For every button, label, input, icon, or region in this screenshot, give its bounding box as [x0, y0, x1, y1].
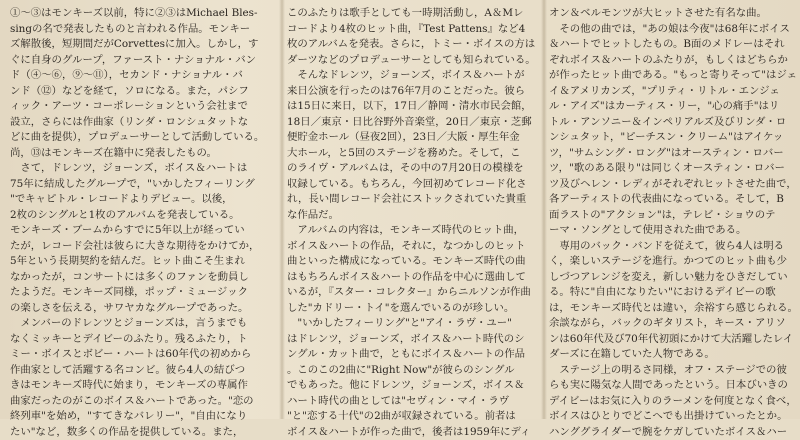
text-line: "いかしたフィーリング"と"アイ・ラヴ・ユー" [287, 316, 535, 332]
text-line: ツ，"サムシング・ロング"はオースティン・ロバー [549, 146, 794, 162]
text-line: コードより4枚のヒット曲，『Test Pattens』など4 [287, 22, 535, 38]
text-line: 曲といった構成になっている。モンキーズ時代の曲 [287, 254, 535, 270]
text-line: はドレンツ，ジョーンズ，ボイス＆ハート時代のシ [287, 332, 535, 348]
text-line: ツ及びヘレン・レディがそれぞれヒットさせた曲で， [549, 177, 794, 193]
text-line: "でキャピトル・レコードよりデビュー。以後， [10, 192, 272, 208]
text-line: singの名で発表したものと言われる作品。モンキー [10, 22, 272, 38]
text-line: たが，レコード会社は彼らに大きな期待をかけてか， [10, 239, 272, 255]
text-line: モンキーズ・ブームからすでに5年以上が経ってい [10, 223, 272, 239]
text-line: く，楽しいステージを進行。かつてのヒット曲も少 [549, 254, 794, 270]
text-line: さて，ドレンツ，ジョーンズ，ボイス＆ハートは [10, 161, 272, 177]
text-line: ボイス＆ハートが作った曲で，後者は1959年にディ [287, 425, 535, 440]
text-line: 設立，さらには作曲家（リンダ・ロンシュタットな [10, 115, 272, 131]
text-line: アルバムの内容は，モンキーズ時代のヒット曲， [287, 223, 535, 239]
text-line: な作品だ。 [287, 208, 535, 224]
text-line: ①〜③はモンキーズ以前，特に②③はMichael Bles- [10, 6, 272, 22]
text-line: ル・アイズ"はカーティス・リー，"心の痛手"はリ [549, 99, 794, 115]
text-line: ハート時代の曲としては"セヴィン・マイ・ラヴ [287, 394, 535, 410]
text-line: 枚のアルバムを発表。さらに，トミー・ボイスの方は [287, 37, 535, 53]
text-line: 各アーティストの代表曲になっている。そして，B [549, 192, 794, 208]
text-line: 2枚のシングルと1枚のアルバムを発表している。 [10, 208, 272, 224]
text-line: ハンググライダーで腕をケガしていたボイス＆ハー [549, 425, 794, 440]
text-line: イ＆アメリカンズ，"プリティ・リトル・エンジェ [549, 84, 794, 100]
text-line: ボイスはひとりでどこへでも出掛けていったとか。 [549, 409, 794, 425]
text-line: このふたりは歌手としても一時期活動し，A＆Mレ [287, 6, 535, 22]
text-line: はもちろんボイス＆ハートの作品を中心に選曲して [287, 270, 535, 286]
text-column-1 [10, 6, 272, 419]
text-line: の楽しさを伝える，サワヤカなグループであった。 [10, 301, 272, 317]
text-line: デイビーはお気に入りのラーメンを何度となく食べ， [549, 394, 794, 410]
text-line: ＆ハートでヒットしたもの。B面のメドレーはそれ [549, 37, 794, 53]
text-line: 。このこの2曲に"Right Now"が彼らのシングル [287, 363, 535, 379]
text-line: ンド（⑫）などを経て，ソロになる。また，パシフ [10, 84, 272, 100]
text-line: ィック・アーツ・コーポレーションという会社まで [10, 99, 272, 115]
paper-fold [541, 0, 547, 419]
text-line: した"カドリー・トイ"を選んでいるのが珍しい。 [287, 301, 535, 317]
text-line: 終列車"を始め，"すてきなバレリー"，"自由になり [10, 409, 272, 425]
text-line: が作ったヒット曲である。"もっと寄りそって"はジェ [549, 68, 794, 84]
text-line: ド（④〜⑥，⑨〜⑪），セカンド・ナショナル・バ [10, 68, 272, 84]
text-line: ミー・ボイスとボビー・ハートは60年代の初めから [10, 347, 272, 363]
text-line: ズ解散後，短期間だがCorvettesに加入。しかし，す [10, 37, 272, 53]
text-line: らも実に陽気な人間であったという。日本びいきの [549, 378, 794, 394]
text-line: 便貯金ホール（昼夜2回），23日／大阪・厚生年金 [287, 130, 535, 146]
text-line: ぐに自身のグループ，ファースト・ナショナル・バン [10, 53, 272, 69]
text-line: メンバーのドレンツとジョーンズは，言うまでも [10, 316, 272, 332]
text-line: なくミッキーとデイビーのふたり。残るふたり，ト [10, 332, 272, 348]
text-line: ダーツなどのプロデューサーとしても知られている。 [287, 53, 535, 69]
text-line: 面ラストの"アクション"は，テレビ・ショウのテ [549, 208, 794, 224]
text-line: たようだ。モンキーズ同様，ポップ・ミュージック [10, 285, 272, 301]
text-line: ボイス＆ハートの作品，それに，なつかしのヒット [287, 239, 535, 255]
text-line: 尚，⑬はモンキーズ在籍中に発表したもの。 [10, 146, 272, 162]
text-line: オン＆ベルモンツが大ヒットさせた有名な曲。 [549, 6, 794, 22]
text-line: 収録している。もちろん，今回初めてレコード化さ [287, 177, 535, 193]
text-line: は，モンキーズ時代とは違い，余裕すら感じられる。 [549, 301, 794, 317]
text-line: 曲家だったのがこのボイス＆ハートであった。"恋の [10, 394, 272, 410]
text-line: ぞれボイス＆ハートのふたりが，もしくはどちらか [549, 53, 794, 69]
text-line: ングル・カット曲で，ともにボイス＆ハートの作品 [287, 347, 535, 363]
text-line: れ，長い間レコード会社にストックされていた貴重 [287, 192, 535, 208]
text-column-3 [549, 6, 794, 419]
text-line: のライヴ・アルバムは，その中の7月20日の模様を [287, 161, 535, 177]
text-line: 余談ながら，バックのギタリスト，キース・アリソ [549, 316, 794, 332]
text-line: ーマ・ソングとして使用された曲である。 [549, 223, 794, 239]
text-line: "と"恋する十代"の2曲が収録されている。前者は [287, 409, 535, 425]
text-line: なかったが，コンサートには多くのファンを動員し [10, 270, 272, 286]
text-line: ダーズに在籍していた人物である。 [549, 347, 794, 363]
text-line: る。特に"自由になりたい"におけるデイビーの歌 [549, 285, 794, 301]
text-line: ンは60年代及び70年代初頭にかけて大活躍したレイ [549, 332, 794, 348]
text-line: その他の曲では，"あの娘は今夜"は68年にボイス [549, 22, 794, 38]
text-line: きはモンキーズ時代に始まり，モンキーズの専属作 [10, 378, 272, 394]
text-line: トル・アンソニー＆インペリアルズ及びリンダ・ロ [549, 115, 794, 131]
text-line: 来日公演を行ったのは76年7月のことだった。彼ら [287, 84, 535, 100]
text-line: ンシュタット，"ピーチスン・クリーム"はアイケッ [549, 130, 794, 146]
text-line: 75年に結成したグループで，"いかしたフィーリング [10, 177, 272, 193]
text-line: 5年という長期契約を結んだ。ヒット曲こそ生まれ [10, 254, 272, 270]
text-line: でもあった。他にドレンツ，ジョーンズ，ボイス＆ [287, 378, 535, 394]
text-line: しづつアレンジを変え，新しい魅力をひきだしてい [549, 270, 794, 286]
text-line: は15日に来日，以下，17日／静岡・清水市民会館， [287, 99, 535, 115]
paper-fold [279, 0, 285, 419]
text-line: どに曲を提供），プロデューサーとして活動している。 [10, 130, 272, 146]
text-line: 大ホール，と5回のステージを務めた。そして，こ [287, 146, 535, 162]
text-line: 専用のバック・バンドを従えて，彼ら4人は明る [549, 239, 794, 255]
text-column-2 [287, 6, 535, 419]
text-line: ツ，"歌のある限り"は同じくオースティン・ロバー [549, 161, 794, 177]
text-line: いるが，『スター・コレクター』からニルソンが作曲 [287, 285, 535, 301]
text-line: 18日／東京・日比谷野外音楽堂，20日／東京・芝郵 [287, 115, 535, 131]
text-line: ステージ上の明るさ同様，オフ・ステージでの彼 [549, 363, 794, 379]
text-line: 作曲家として活躍する名コンビ。彼ら4人の結びつ [10, 363, 272, 379]
text-line: たい"など，数多くの作品を提供している。また， [10, 425, 272, 440]
text-line: そんなドレンツ，ジョーンズ，ボイス＆ハートが [287, 68, 535, 84]
